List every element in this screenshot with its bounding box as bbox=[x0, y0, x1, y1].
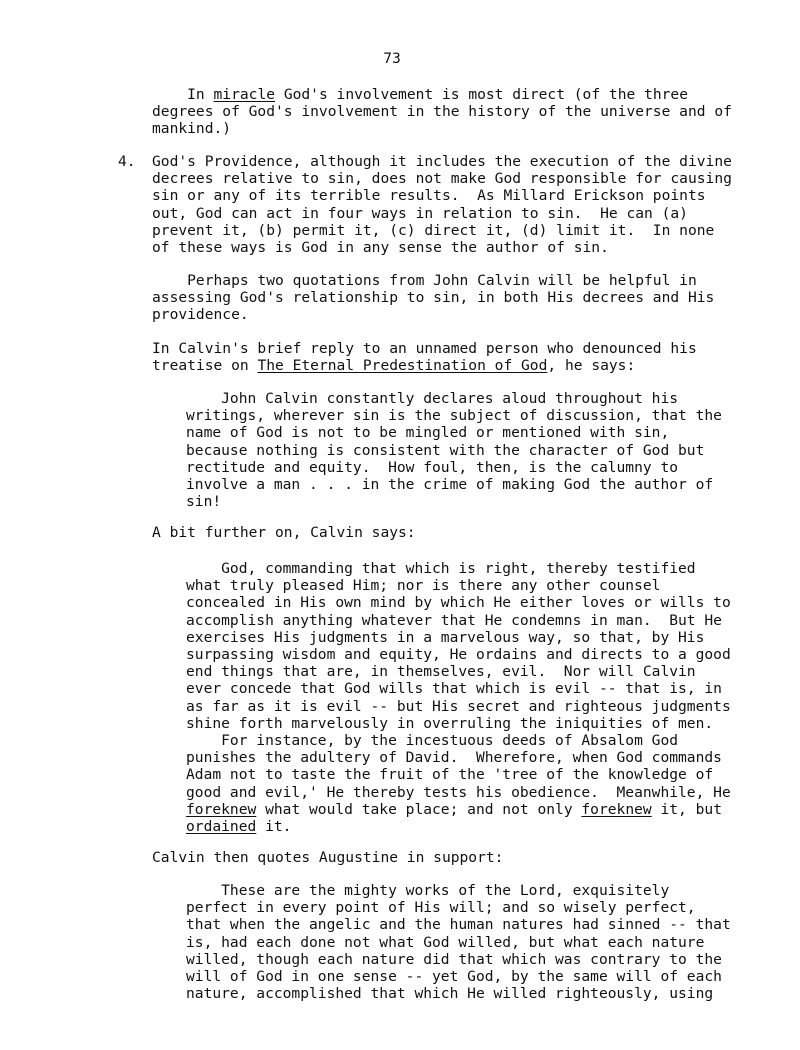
paragraph-quotations: Perhaps two quotations from John Calvin will be helpful in assessing God's relationship to sin, in both His decrees and His providence. bbox=[152, 272, 715, 324]
page-number: 73 bbox=[383, 50, 401, 67]
paragraph-augustine: Calvin then quotes Augustine in support: bbox=[152, 849, 504, 866]
underlined-term-ordained: ordained bbox=[186, 818, 257, 836]
block-quote-calvin-2 bbox=[186, 560, 731, 835]
block-quote-calvin-1: John Calvin constantly declares aloud throughout his writings, wherever sin is the subject of discussion, that the name of God is not to be mingled or mentioned with sin, because nothing is consistent with the character of God but rectitude and equity. How foul, then, is the calumny to involve a man . . . in the crime of making God the author of sin! bbox=[186, 390, 722, 511]
text-span: it. bbox=[256, 818, 292, 836]
paragraph-further-on: A bit further on, Calvin says: bbox=[152, 524, 416, 541]
text-span: In Calvin's brief reply to an unnamed person who denounced his treatise on bbox=[152, 340, 697, 375]
underlined-term-miracle: miracle bbox=[213, 86, 276, 103]
text-span: God, commanding that which is right, thereby testified what truly pleased Him; nor is there any other counsel concealed in His own mind by which He either loves or wills to accomplish anything whatever that He condemns in man. But He exercises His judgments in a marvelous way, so that, by His surpassing wisdom and equity, He ordains and directs to a good end things that are, in themselves, evil. Nor will Calvin ever concede that God wills that which is evil -- that is, in as far as it is evil -- but His secret and righteous judgments shine forth marvelously in overruling the iniquities of men. For instance, by the incestuous deeds of Absalom God punishes the adultery of David. Wherefore, when God commands Adam not to taste the fruit of the 'tree of the knowledge of good and evil,' He thereby tests his obedience. Meanwhile, He bbox=[186, 560, 731, 801]
text-span: God's involvement is most direct (of the three degrees of God's involvement in the history of the universe and of mankind.) bbox=[152, 86, 732, 138]
underlined-term-foreknew: foreknew bbox=[186, 800, 257, 818]
text-span: In bbox=[152, 86, 214, 103]
block-quote-augustine: These are the mighty works of the Lord, exquisitely perfect in every point of His will; and so wisely perfect, that when the angelic and the human natures had sinned -- that is, had each done not what God willed, but what each nature willed, though each nature did that which was contrary to the will of God in one sense -- yet God, by the same will of each nature, accomplished that which He willed righteously, using bbox=[186, 882, 731, 1003]
list-item-4-text: God's Providence, although it includes the execution of the divine decrees relative to sin, does not make God responsible for causing sin or any of its terrible results. As Millard Erickson points out, God can act in four ways in relation to sin. He can (a) prevent it, (b) permit it, (c) direct it, (d) limit it. In none of these ways is God in any sense the author of sin. bbox=[152, 153, 732, 257]
text-span: , he says: bbox=[547, 357, 636, 375]
underlined-term-foreknew: foreknew bbox=[581, 800, 652, 818]
list-number-4: 4. bbox=[118, 153, 136, 170]
text-span: what would take place; and not only bbox=[256, 800, 582, 818]
text-span: it, but bbox=[660, 800, 722, 818]
paragraph-calvin-reply bbox=[152, 340, 697, 374]
paragraph-miracle bbox=[152, 86, 732, 138]
book-title: The Eternal Predestination of God bbox=[257, 357, 548, 375]
